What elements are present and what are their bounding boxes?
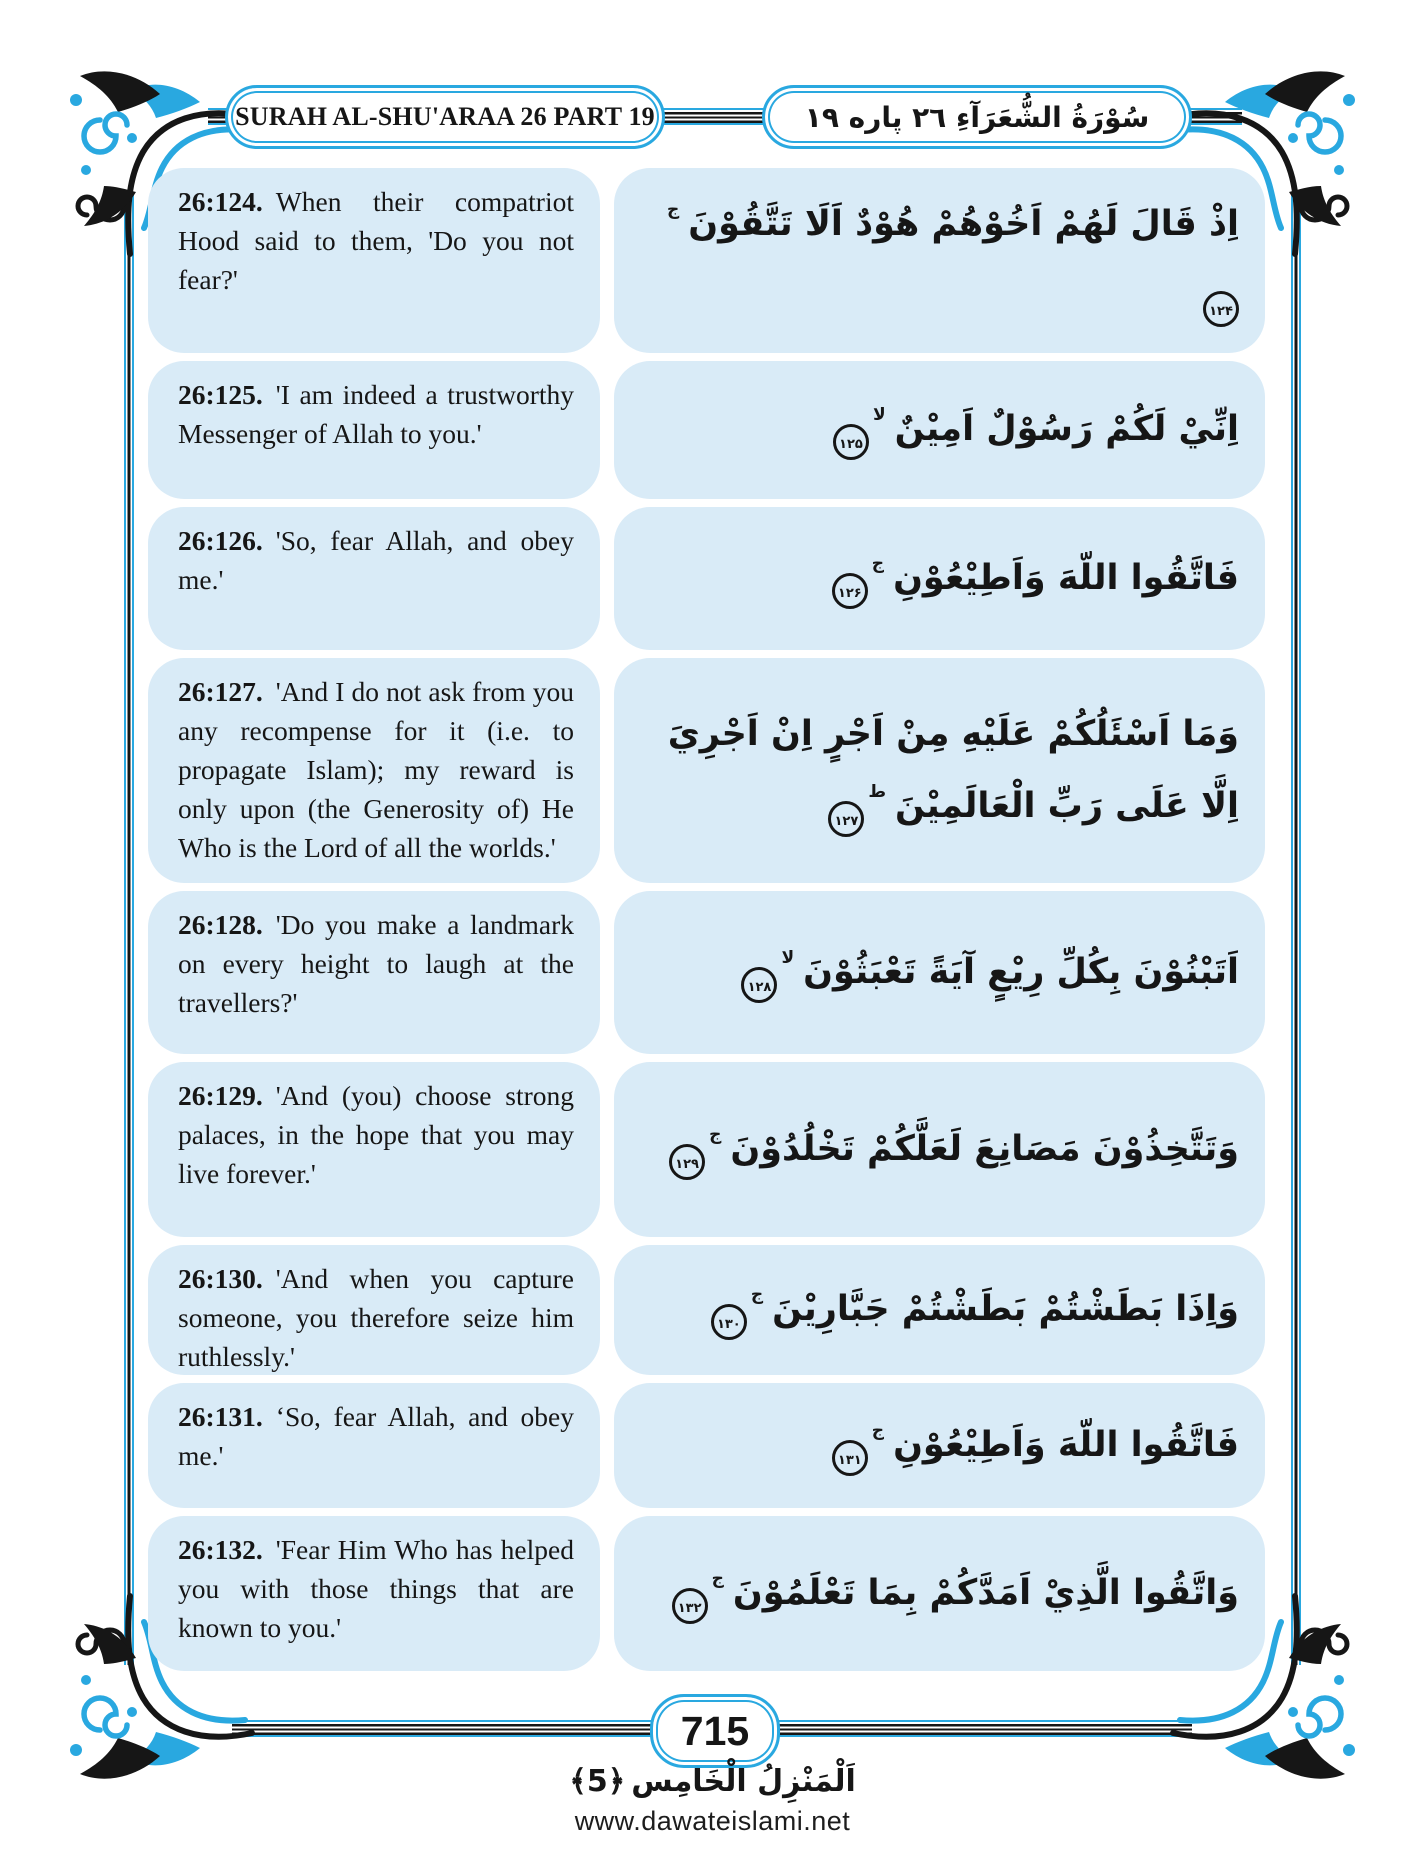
translation-block — [148, 168, 600, 353]
translation-text: 26:125. 'I am indeed a trustworthy Messenger of Allah to you.' — [178, 379, 574, 450]
arabic-text: فَاتَّقُوا اللّهَ وَاَطِيْعُوْنِج۱۳۱ — [634, 1410, 1239, 1482]
arabic-block — [614, 1245, 1265, 1375]
arabic-text: اِنِّيْ لَكُمْ رَسُوْلٌ اَمِيْنٌلا۱۲۵ — [634, 394, 1239, 466]
page-number-badge — [650, 1694, 780, 1768]
manzil-label: اَلْمَنْزِلُ الْخَامِس﴿5﴾ — [569, 1764, 856, 1799]
ayah-number-circle: ۱۲۸ — [741, 967, 777, 1003]
page-number: 715 — [680, 1707, 750, 1754]
verse-ref: 26:132. — [178, 1534, 263, 1565]
verse-row — [148, 1062, 1265, 1237]
translation-block — [148, 1062, 600, 1237]
verse-row — [148, 1245, 1265, 1375]
arabic-block — [614, 658, 1265, 883]
ayah-number-circle: ۱۲۵ — [833, 424, 869, 460]
translation-text: 26:128. 'Do you make a landmark on every height to laugh at the travellers?' — [178, 909, 574, 1019]
translation-block — [148, 1383, 600, 1508]
verse-ref: 26:125. — [178, 379, 263, 410]
verse-ref: 26:127. — [178, 676, 263, 707]
verse-row — [148, 168, 1265, 353]
arabic-text: وَمَا اَسْئَلُكُمْ عَلَيْهِ مِنْ اَجْرٍ اِنْ اَجْرِيَ اِلَّا عَلَى رَبِّ الْعَالَمِيْنَط۱۲۷ — [634, 699, 1239, 843]
ayah-number-circle: ۱۲۷ — [828, 801, 864, 837]
waqf-stop-mark: ج — [711, 1568, 724, 1589]
arabic-block — [614, 891, 1265, 1054]
translation-text: 26:129. 'And (you) choose strong palaces, in the hope that you may live forever.' — [178, 1080, 574, 1190]
verse-row — [148, 1383, 1265, 1508]
ayah-number-circle: ۱۲۹ — [669, 1144, 705, 1180]
arabic-block — [614, 361, 1265, 499]
verse-row — [148, 891, 1265, 1054]
arabic-text: فَاتَّقُوا اللّهَ وَاَطِيْعُوْنِج۱۲۶ — [634, 543, 1239, 615]
verse-row — [148, 507, 1265, 650]
arabic-block — [614, 1383, 1265, 1508]
translation-block — [148, 507, 600, 650]
waqf-stop-mark: ج — [666, 199, 680, 220]
arabic-text: وَاِذَا بَطَشْتُمْ بَطَشْتُمْ جَبَّارِيْنَج۱۳۰ — [634, 1274, 1239, 1346]
ayah-number-circle: ۱۳۰ — [711, 1304, 747, 1340]
surah-title-banner-arabic — [762, 85, 1192, 149]
translation-block — [148, 361, 600, 499]
arabic-text: اِذْ قَالَ لَهُمْ اَخُوْهُمْ هُوْدٌ اَلَا تَتَّقُوْنَج۱۲۴ — [634, 189, 1239, 333]
verse-ref: 26:128. — [178, 909, 263, 940]
ayah-number-circle: ۱۳۱ — [832, 1440, 868, 1476]
waqf-stop-mark: ج — [750, 1285, 764, 1306]
left-frame-rule — [124, 195, 134, 1665]
waqf-stop-mark: لا — [872, 405, 886, 426]
verse-row — [148, 658, 1265, 883]
verse-ref: 26:131. — [178, 1401, 263, 1432]
ayah-number-circle: ۱۲۴ — [1203, 291, 1239, 327]
waqf-stop-mark: ج — [871, 553, 885, 574]
verse-ref: 26:129. — [178, 1080, 263, 1111]
ayah-number-circle: ۱۳۲ — [672, 1588, 708, 1624]
translation-text: 26:124. When their compatriot Hood said to them, 'Do you not fear?' — [178, 186, 574, 296]
surah-title-arabic: سُوْرَةُ الشُّعَرَآءِ ٢٦ پاره ١٩ — [804, 100, 1150, 134]
arabic-text: وَاتَّقُوا الَّذِيْ اَمَدَّكُمْ بِمَا تَعْلَمُوْنَج۱۳۲ — [634, 1558, 1239, 1630]
surah-title-banner-english — [225, 85, 665, 149]
translation-block — [148, 1245, 600, 1375]
surah-title-english: SURAH AL-SHU'ARAA 26 PART 19 — [235, 102, 655, 131]
translation-text: 26:130. 'And when you capture someone, you therefore seize him ruthlessly.' — [178, 1263, 574, 1373]
verse-ref: 26:126. — [178, 525, 263, 556]
waqf-stop-mark: ج — [871, 1420, 885, 1441]
translation-block — [148, 891, 600, 1054]
translation-text: 26:126. 'So, fear Allah, and obey me.' — [178, 525, 574, 596]
translation-block — [148, 1516, 600, 1671]
arabic-block — [614, 1516, 1265, 1671]
verse-ref: 26:124. — [178, 186, 263, 217]
arabic-text: وَتَتَّخِذُوْنَ مَصَانِعَ لَعَلَّكُمْ تَخْلُدُوْنَج۱۲۹ — [634, 1114, 1239, 1186]
waqf-stop-mark: لا — [781, 947, 795, 968]
manzil-number: ﴿5﴾ — [569, 1764, 626, 1799]
ayah-number-circle: ۱۲۶ — [832, 573, 868, 609]
verse-ref: 26:130. — [178, 1263, 263, 1294]
arabic-block — [614, 168, 1265, 353]
translation-block — [148, 658, 600, 883]
arabic-block — [614, 1062, 1265, 1237]
waqf-stop-mark: ط — [868, 781, 887, 802]
verse-row — [148, 1516, 1265, 1671]
translation-text: 26:131. ‘So, fear Allah, and obey me.' — [178, 1401, 574, 1472]
translation-text: 26:132. 'Fear Him Who has helped you with those things that are known to you.' — [178, 1534, 574, 1644]
website-url: www.dawateislami.net — [574, 1806, 851, 1836]
verse-list — [148, 168, 1265, 1679]
arabic-text: اَتَبْنُوْنَ بِكُلِّ رِيْعٍ آيَةً تَعْبَثُوْنَلا۱۲۸ — [634, 937, 1239, 1009]
translation-text: 26:127. 'And I do not ask from you any recompense for it (i.e. to propagate Islam); my reward is only upon (the Generosity of) He Who is the Lord of all the worlds.' — [178, 676, 574, 864]
waqf-stop-mark: ج — [709, 1124, 722, 1145]
verse-row — [148, 361, 1265, 499]
right-frame-rule — [1291, 195, 1301, 1665]
arabic-block — [614, 507, 1265, 650]
